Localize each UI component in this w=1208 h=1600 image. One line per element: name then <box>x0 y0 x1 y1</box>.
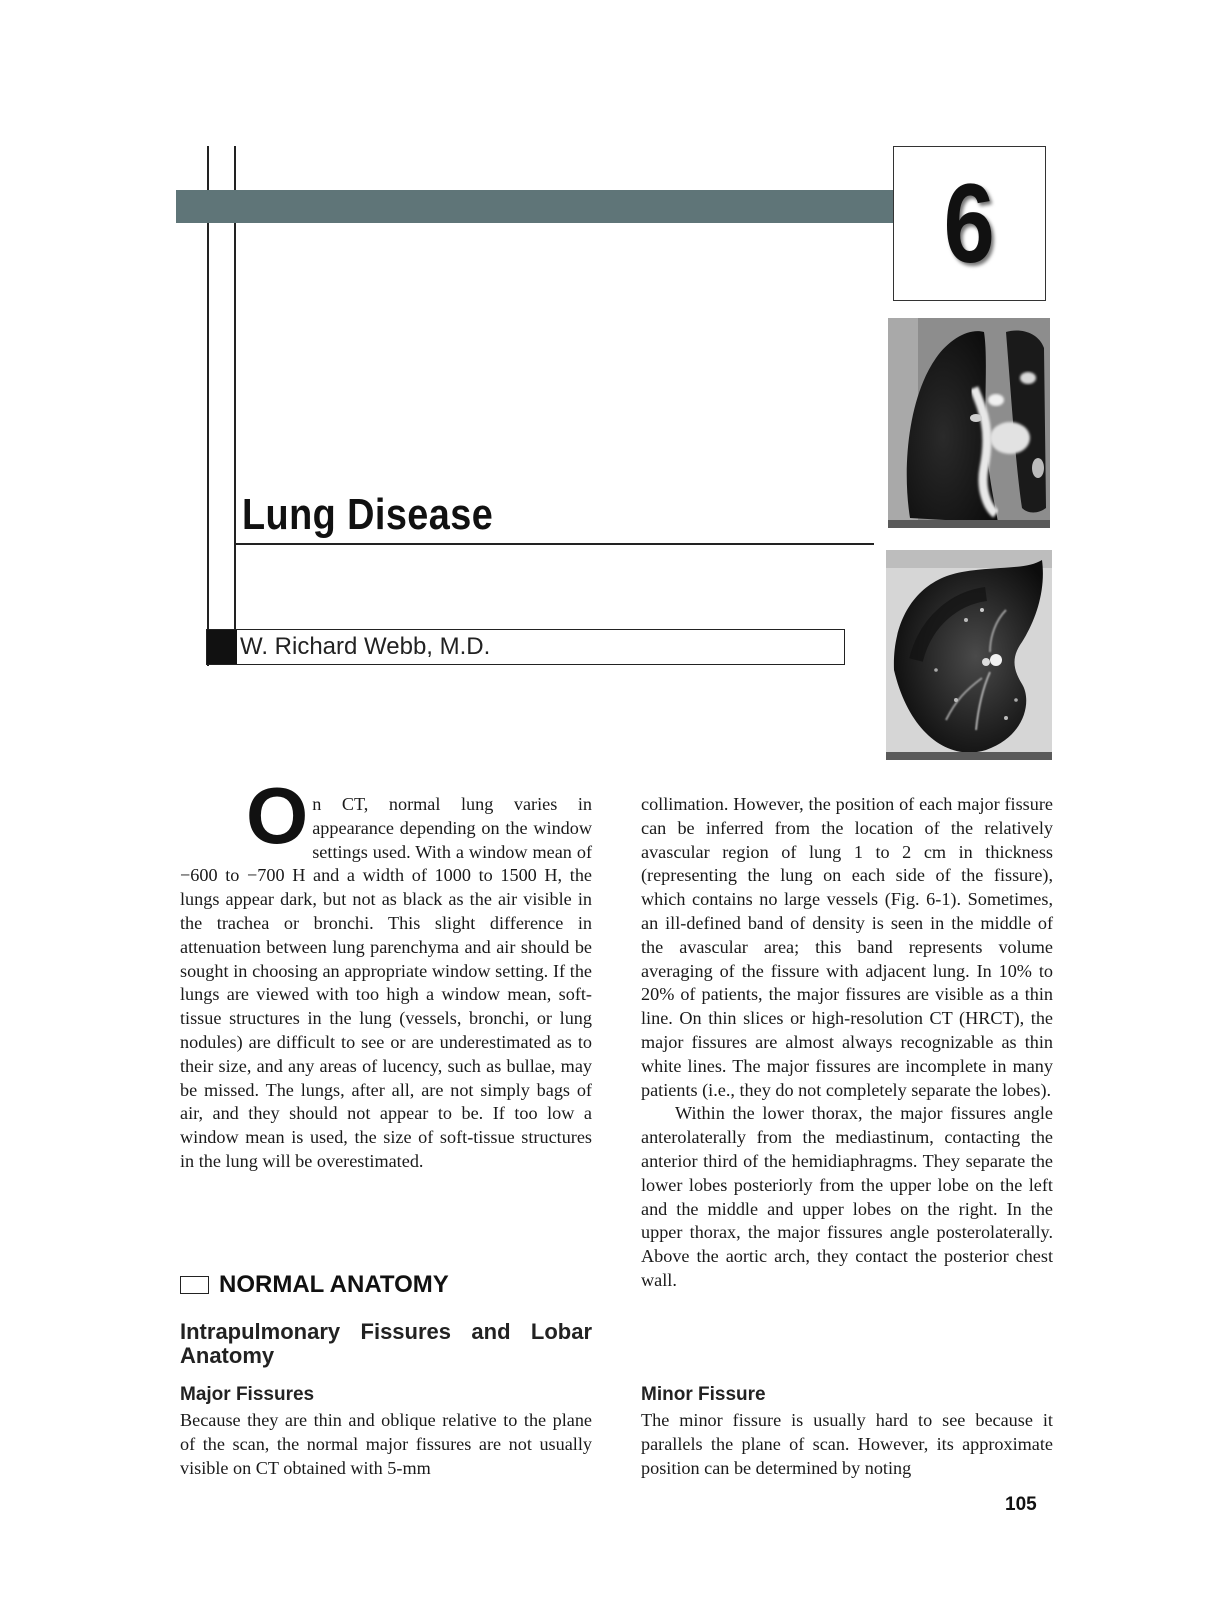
minor-fissure-paragraph: The minor fissure is usually hard to see because it parallels the plane of scan. However, its approximate position can be determined by noting <box>641 1410 1053 1478</box>
chapter-author: W. Richard Webb, M.D. <box>240 633 491 660</box>
intro-paragraph <box>180 771 592 1174</box>
title-underline <box>236 543 874 545</box>
subsection-heading-line2: Anatomy <box>180 1343 275 1368</box>
page-number: 105 <box>1005 1494 1037 1515</box>
fissure-paragraph-2: Within the lower thorax, the major fissures angle anterolaterally from the mediastinum, contacting the anterior third of the hemidiaphragms. They separate the lower lobes posteriorly from the upper lobe on the left and the middle and upper lobes on the right. In the upper thorax, the major fissures angle posterolaterally. Above the aortic arch, they contact the posterior chest wall. <box>641 1103 1053 1290</box>
right-column <box>641 793 1053 1293</box>
header-rule-left-outer <box>207 146 209 666</box>
major-fissures-paragraph: Because they are thin and oblique relative to the plane of the scan, the normal major fissures are not usually visible on CT obtained with 5-mm <box>180 1410 592 1478</box>
intro-text: n CT, normal lung varies in appearance depending on the window settings used. With a window mean of −600 to −700 H and a width of 1000 to 1500 H, the lungs appear dark, but not as black as the air visible in the trachea or bronchi. This slight difference in attenuation between lung parenchyma and air should be sought in choosing an appropriate window setting. If the lungs are viewed with too high a window mean, soft-tissue structures in the lung (vessels, bronchi, or lung nodules) are difficult to see or are underestimated as to their size, and any areas of lucency, such as bullae, may be missed. The lungs, after all, are not simply bags of air, and they should not appear to be. If too low a window mean is used, the size of soft-tissue structures in the lung will be overestimated. <box>180 794 592 1171</box>
left-column <box>180 771 592 1174</box>
major-fissures-heading: Major Fissures <box>180 1384 315 1405</box>
section-heading <box>180 1271 449 1299</box>
major-fissures-text <box>180 1409 592 1480</box>
fissure-paragraph-1: collimation. However, the position of each major fissure can be inferred from the location of the relatively avascular region of lung 1 to 2 cm in thickness (representing the lung on each side of the fissure), which contains no large vessels (Fig. 6-1). Sometimes, an ill-defined band of density is seen in the middle of the avascular area; this band represents volume averaging of the fissure with adjacent lung. In 10% to 20% of patients, the major fissures are visible as a thin line. On thin slices or high-resolution CT (HRCT), the major fissures are almost always recognizable as thin white lines. The major fissures are incomplete in many patients (i.e., they do not completely separate the lobes). <box>641 794 1053 1100</box>
chapter-number-box <box>893 146 1046 301</box>
section-heading-text: NORMAL ANATOMY <box>219 1271 449 1298</box>
author-bar-marker <box>207 630 237 664</box>
minor-fissure-heading: Minor Fissure <box>641 1384 766 1405</box>
chapter-number: 6 <box>943 160 996 286</box>
ct-image-axial <box>886 550 1052 760</box>
subsection-heading-line1: Intrapulmonary Fissures and Lobar <box>180 1319 592 1344</box>
drop-cap: O <box>246 771 309 860</box>
chapter-header-bar <box>176 190 894 223</box>
minor-fissure-text <box>641 1409 1053 1480</box>
chapter-title: Lung Disease <box>242 490 494 539</box>
section-box-icon <box>180 1276 209 1294</box>
ct-image-coronal <box>888 318 1050 528</box>
